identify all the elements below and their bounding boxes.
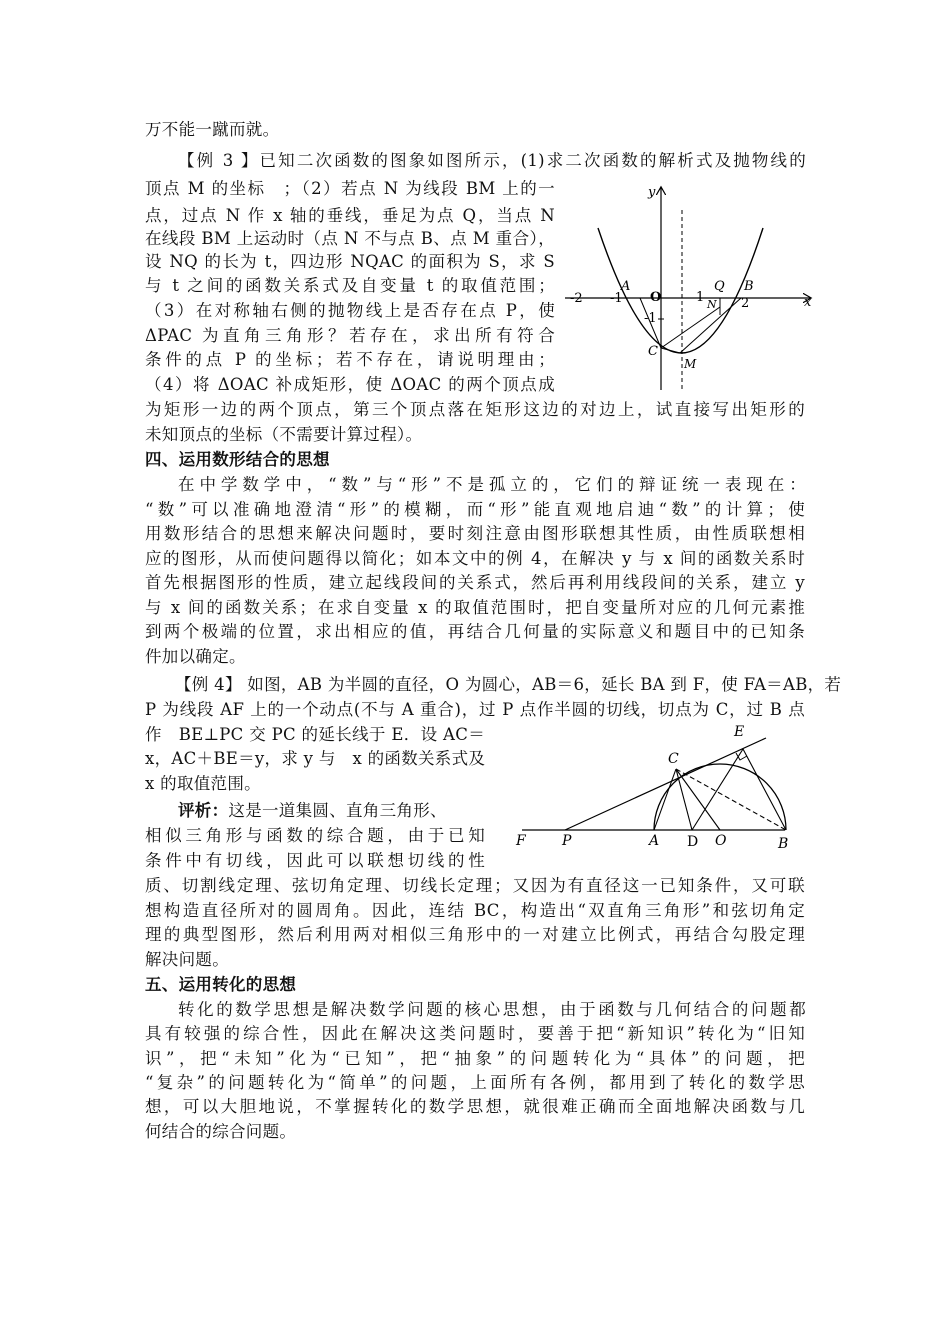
analysis-text: 这是一道集圆、直角三角形、 <box>228 801 447 820</box>
text-line: 首先根据图形的性质，建立起线段间的关系式，然后再利用线段间的关系，建立 y <box>145 573 805 592</box>
label-b: B <box>778 836 789 852</box>
label-2: 2 <box>741 296 750 311</box>
analysis-label: 评析： <box>178 801 229 820</box>
text-line: 件加以确定。 <box>145 647 246 666</box>
parabola-figure <box>560 180 820 395</box>
text-line: 具有较强的综合性，因此在解决这类问题时，要善于把“新知识”转化为“旧知 <box>145 1024 805 1043</box>
text-line: 到两个极端的位置，求出相应的值，再结合几何量的实际意义和题目中的已知条 <box>145 622 805 641</box>
text-line: 应的图形，从而使问题得以简化；如本文中的例 4，在解决 y 与 x 间的函数关系时 <box>145 549 805 568</box>
label-e: E <box>734 724 745 740</box>
label-m: M <box>684 357 697 371</box>
text-line: 用数形结合的思想来解决问题时，要时刻注意由图形联想其性质，由性质联想相 <box>145 524 805 543</box>
text-line: 设 NQ 的长为 t，四边形 NQAC 的面积为 S，求 S <box>145 252 555 271</box>
text-line: 在线段 BM 上运动时（点 N 不与点 B、点 M 重合）， <box>145 229 555 248</box>
label-a: A <box>649 833 660 849</box>
text-line: 万不能一蹴而就。 <box>145 120 280 139</box>
text-line: 理的典型图形，然后利用两对相似三角形中的一对建立比例式，再结合勾股定理 <box>145 925 805 944</box>
label-o: O <box>650 290 662 305</box>
text-line: 识”，把“未知”化为“已知”，把“抽象”的问题转化为“具体”的问题，把 <box>145 1049 805 1068</box>
text-line: 相似三角形与函数的综合题，由于已知 <box>145 826 485 845</box>
label-a: A <box>621 279 631 294</box>
label-1: 1 <box>696 290 705 305</box>
text-line: 质、切割线定理、弦切角定理、切线长定理；又因为有直径这一已知条件，又可联 <box>145 876 805 895</box>
text-line: 想，可以大胆地说，不掌握转化的数学思想，就很难正确而全面地解决函数与几 <box>145 1097 805 1116</box>
text-line: 为矩形一边的两个顶点，第三个顶点落在矩形这边的对边上，试直接写出矩形的 <box>145 400 805 419</box>
segment-cm <box>661 348 680 353</box>
section-heading-5: 五、运用转化的思想 <box>145 975 297 994</box>
text-line: 条件中有切线，因此可以联想切线的性 <box>145 851 485 870</box>
text-line: “数”可以准确地澄清“形”的模糊，而“形”能直观地启迪“数”的计算；使 <box>145 500 805 519</box>
segment-be <box>743 749 786 830</box>
segment-cn <box>661 307 720 348</box>
text-line: ΔPAC 为直角三角形？若存在，求出所有符合 <box>145 326 555 345</box>
text-line: “复杂”的问题转化为“简单”的问题，上面所有各例，都用到了转化的数学思 <box>145 1073 805 1092</box>
text-line: 顶点 M 的坐标 ；（2）若点 N 为线段 BM 上的一 <box>145 179 555 198</box>
text-line: 条件的点 P 的坐标；若不存在，请说明理由； <box>145 350 555 369</box>
label-b: B <box>744 279 754 294</box>
text-line: 点，过点 N 作 x 轴的垂线，垂足为点 Q，当点 N <box>145 206 555 225</box>
text-line: 与 x 间的函数关系；在求自变量 x 的取值范围时，把自变量所对应的几何元素推 <box>145 598 805 617</box>
label-o: O <box>715 833 727 849</box>
label-c: C <box>648 344 658 359</box>
example4-title-line: 【例 4】 如图，AB 为半圆的直径，O 为圆心，AB＝6，延长 BA 到 F，使 FA＝AB，若 <box>175 675 842 694</box>
label-x: x <box>804 295 812 310</box>
text-line: 在中学数学中，“数”与“形”不是孤立的，它们的辩证统一表现在： <box>178 475 806 494</box>
semicircle-figure <box>510 718 790 853</box>
label-minus-2: -2 <box>570 291 583 306</box>
text-line: 转化的数学思想是解决数学问题的核心思想，由于函数与几何结合的问题都 <box>178 1000 806 1019</box>
text-line: 何结合的综合问题。 <box>145 1122 297 1141</box>
label-f: F <box>516 833 526 849</box>
label-y: y <box>648 185 656 200</box>
text-line: x，AC＋BE＝y，求 y 与 x 的函数关系式及 <box>145 749 486 768</box>
label-p: P <box>562 833 572 849</box>
label-q: Q <box>714 279 725 294</box>
text-line: （4）将 ΔOAC 补成矩形，使 ΔOAC 的两个顶点成 <box>145 375 556 394</box>
text-line: （3）在对称轴右侧的抛物线上是否存在点 P，使 <box>145 301 555 320</box>
segment-ed <box>692 749 743 830</box>
tangent-line-pe <box>565 738 766 830</box>
text-line: 想构造直径所对的圆周角。因此，连结 BC，构造出“双直角三角形”和弦切角定 <box>145 901 805 920</box>
segment-cd <box>676 769 692 830</box>
label-n: N <box>707 298 717 311</box>
segment-ac <box>654 769 676 830</box>
label-d: D <box>687 834 699 850</box>
text-line: 解决问题。 <box>145 950 229 969</box>
example3-title-line: 【例 3 】已知二次函数的图象如图所示，(1)求二次函数的解析式及抛物线的 <box>178 151 806 170</box>
label-minus-1: -1 <box>610 291 623 306</box>
text-line: x 的取值范围。 <box>145 774 261 793</box>
label-c: C <box>668 751 679 767</box>
section-heading-4: 四、运用数形结合的思想 <box>145 450 330 469</box>
text-line: 与 t 之间的函数关系式及自变量 t 的取值范围； <box>145 276 555 295</box>
text-line: 作 BE⊥PC 交 PC 的延长线于 E．设 AC＝ <box>145 725 485 744</box>
analysis-line <box>178 799 447 823</box>
label-y-minus-1: -1 <box>644 311 657 326</box>
text-line: P 为线段 AF 上的一个动点(不与 A 重合)，过 P 点作半圆的切线，切点为 C，过 B 点 <box>145 700 805 719</box>
text-line: 未知顶点的坐标（不需要计算过程）。 <box>145 425 423 444</box>
